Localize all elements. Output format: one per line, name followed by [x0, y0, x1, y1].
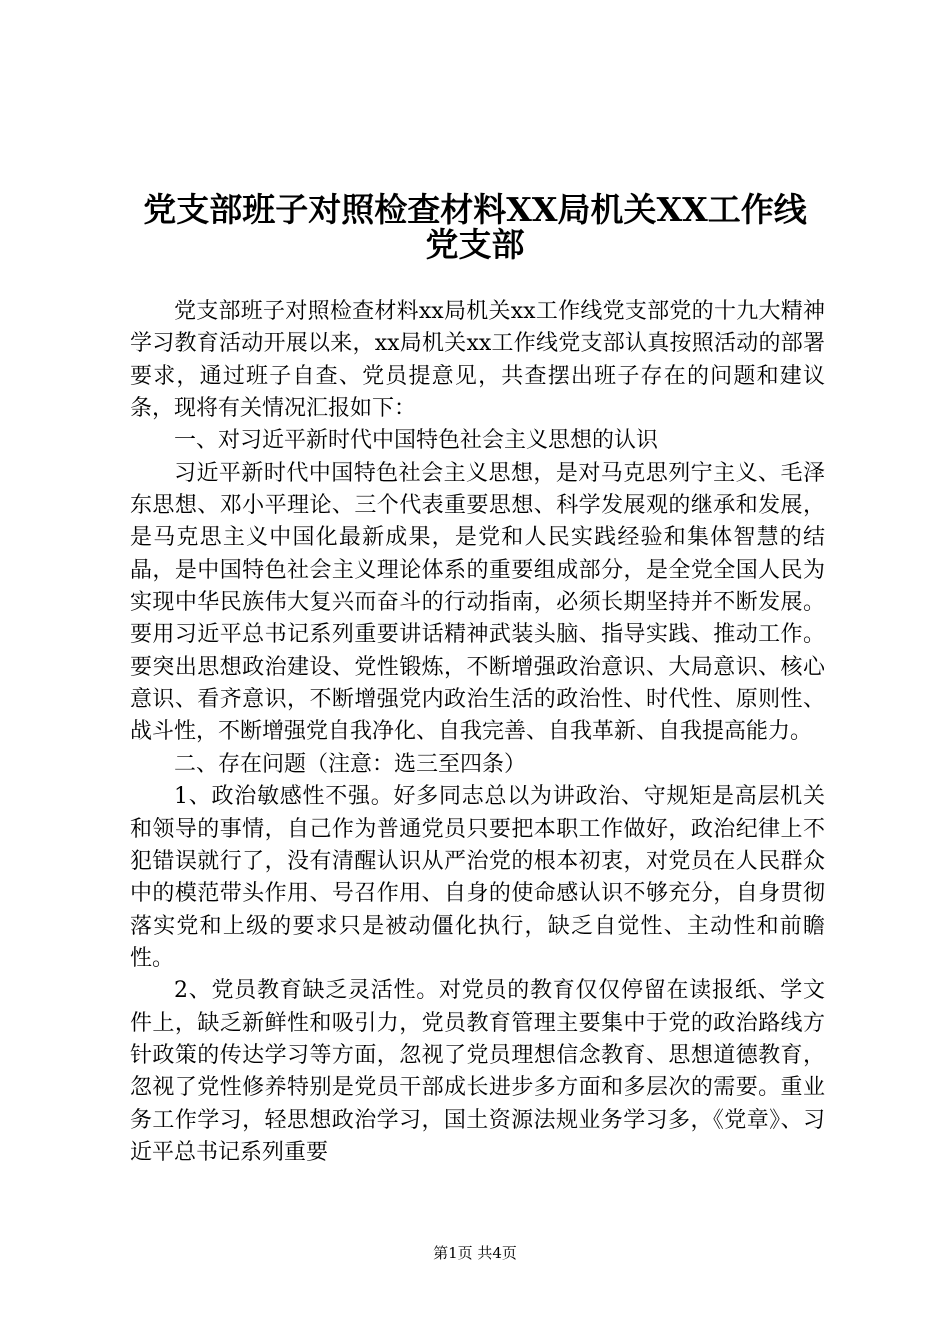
- document-title-line-2: 党支部: [425, 225, 525, 264]
- page-number-footer: 第1页 共4页: [433, 1244, 517, 1262]
- intro-paragraph: 党支部班子对照检查材料xx局机关xx工作线党支部党的十九大精神学习教育活动开展以来，xx局机关xx工作线党支部认真按照活动的部署要求，通过班子自查、党员提意见，共查摆出班子存在的问题和建议条，现将有关情况汇报如下：: [130, 299, 825, 422]
- body-paragraph: 习近平新时代中国特色社会主义思想，是对马克思列宁主义、毛泽东思想、邓小平理论、三个代表重要思想、科学发展观的继承和发展，是马克思主义中国化最新成果，是党和人民实践经验和集体智慧的结晶，是中国特色社会主义理论体系的重要组成部分，是全党全国人民为实现中华民族伟大复兴而奋斗的行动指南，必须长期坚持并不断发展。要用习近平总书记系列重要讲话精神武装头脑、指导实践、推动工作。要突出思想政治建设、党性锻炼，不断增强政治意识、大局意识、核心意识、看齐意识，不断增强党内政治生活的政治性、时代性、原则性、战斗性，不断增强党自我净化、自我完善、自我革新、自我提高能力。: [130, 460, 825, 745]
- document-title-line-1: 党支部班子对照检查材料XX局机关XX工作线: [143, 190, 807, 229]
- body-paragraph: 1、政治敏感性不强。好多同志总以为讲政治、守规矩是高层机关和领导的事情，自己作为普通党员只要把本职工作做好，政治纪律上不犯错误就行了，没有清醒认识从严治党的根本初衷，对党员在人民群众中的模范带头作用、号召作用、自身的使命感认识不够充分，自身贯彻落实党和上级的要求只是被动僵化执行，缺乏自觉性、主动性和前瞻性。: [130, 784, 825, 971]
- document-body: [130, 296, 825, 1169]
- section-heading-2: 二、存在问题（注意：选三至四条）: [174, 751, 527, 777]
- body-paragraph: 2、党员教育缺乏灵活性。对党员的教育仅仅停留在读报纸、学文件上，缺乏新鲜性和吸引力，党员教育管理主要集中于党的政治路线方针政策的传达学习等方面，忽视了党员理想信念教育、思想道德教育，忽视了党性修养特别是党员干部成长进步多方面和多层次的需要。重业务工作学习，轻思想政治学习，国土资源法规业务学习多，《党章》、习近平总书记系列重要: [130, 978, 825, 1165]
- section-heading-1: 一、对习近平新时代中国特色社会主义思想的认识: [174, 428, 659, 454]
